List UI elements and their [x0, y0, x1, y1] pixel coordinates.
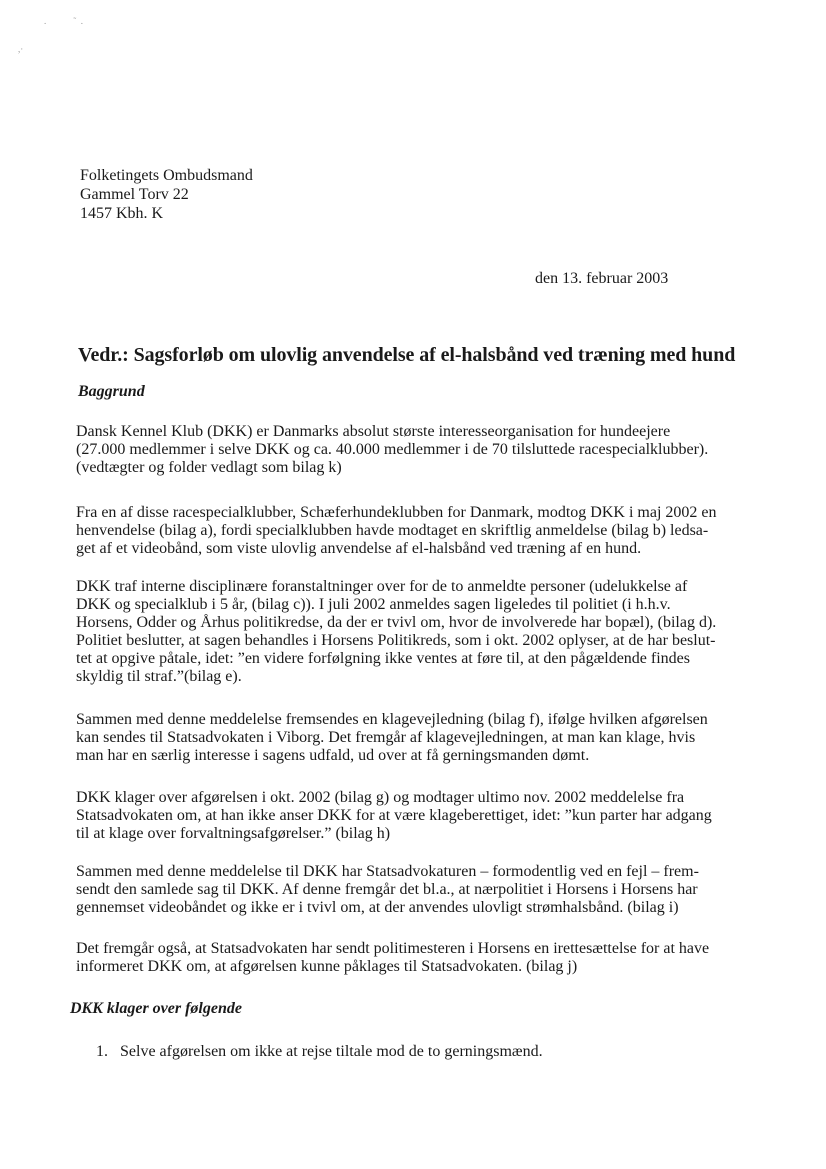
scan-specks: . ˜ . ,· [18, 16, 83, 54]
paragraph [76, 711, 756, 765]
paragraph-line: gennemset videobåndet og ikke er i tvivl om, at der anvendes ulovligt strømhalsbånd. (bilag i) [76, 899, 679, 916]
paragraph-line: Sammen med denne meddelelse fremsendes en klagevejledning (bilag f), ifølge hvilken afgørelsen [76, 711, 708, 728]
paragraph-line: til at klage over forvaltningsafgørelser.” (bilag h) [76, 825, 391, 842]
paragraph [76, 940, 756, 976]
paragraph-line: informeret DKK om, at afgørelsen kunne påklages til Statsadvokaten. (bilag j) [76, 958, 578, 975]
list-item [96, 1043, 543, 1061]
list-item-number: 1. [96, 1043, 108, 1060]
recipient-line: Gammel Torv 22 [80, 186, 189, 203]
letter-date: den 13. februar 2003 [535, 270, 669, 287]
list-item-text: Selve afgørelsen om ikke at rejse tiltale mod de to gerningsmænd. [120, 1043, 543, 1060]
paragraph [76, 578, 756, 686]
paragraph-line: DKK traf interne disciplinære foranstaltninger over for de to anmeldte personer (udelukkelse af [76, 578, 688, 595]
paragraph-line: DKK klager over afgørelsen i okt. 2002 (bilag g) og modtager ultimo nov. 2002 meddelelse fra [76, 789, 685, 806]
paragraph [76, 423, 756, 477]
paragraph-line: henvendelse (bilag a), fordi specialklubben havde modtaget en skriftlig anmeldelse (bilag b) ledsa- [76, 522, 709, 539]
paragraph-line: Sammen med denne meddelelse til DKK har Statsadvokaturen – formodentlig ved en fejl – frem- [76, 863, 699, 880]
paragraph-line: kan sendes til Statsadvokaten i Viborg. Det fremgår af klagevejledningen, at man kan klage, hvis [76, 729, 696, 746]
paragraph-line: man har en særlig interesse i sagens udfald, ud over at få gerningsmanden dømt. [76, 747, 590, 764]
paragraph-line: Politiet beslutter, at sagen behandles i Horsens Politikreds, som i okt. 2002 oplyser, at de har beslut- [76, 632, 716, 649]
paragraph-line: Horsens, Odder og Århus politikredse, da der er tvivl om, hvor de involverede har bopæl), (bilag d). [76, 614, 717, 631]
section-heading-complaints: DKK klager over følgende [70, 1000, 242, 1017]
paragraph-line: get af et videobånd, som viste ulovlig anvendelse af el-halsbånd ved træning af en hund. [76, 540, 642, 557]
paragraph-line: sendt den samlede sag til DKK. Af denne fremgår det bl.a., at nærpolitiet i Horsens i Horsens har [76, 881, 698, 898]
paragraph-line: (27.000 medlemmer i selve DKK og ca. 40.000 medlemmer i de 70 tilsluttede racespecialklubber). [76, 441, 709, 458]
paragraph-line: (vedtægter og folder vedlagt som bilag k) [76, 459, 342, 476]
section-heading-background: Baggrund [78, 383, 145, 400]
recipient-address [80, 166, 253, 223]
paragraph-line: tet at opgive påtale, idet: ”en videre forfølgning ikke ventes at føre til, at den pågældende findes [76, 650, 691, 667]
paragraph-line: Statsadvokaten om, at han ikke anser DKK for at være klageberettiget, idet: ”kun parter har adgang [76, 807, 712, 824]
recipient-line: 1457 Kbh. K [80, 205, 164, 222]
paragraph [76, 789, 756, 843]
paragraph-line: Det fremgår også, at Statsadvokaten har sendt politimesteren i Horsens en irettesættelse for at have [76, 940, 710, 957]
paragraph [76, 504, 756, 558]
paragraph [76, 863, 756, 917]
paragraph-line: Fra en af disse racespecialklubber, Schæferhundeklubben for Danmark, modtog DKK i maj 2002 en [76, 504, 717, 521]
paragraph-line: DKK og specialklub i 5 år, (bilag c)). I juli 2002 anmeldes sagen ligeledes til politiet (i h.h.v. [76, 596, 671, 613]
paragraph-line: Dansk Kennel Klub (DKK) er Danmarks absolut største interesseorganisation for hundeejere [76, 423, 671, 440]
recipient-line: Folketingets Ombudsmand [80, 167, 253, 184]
paragraph-line: skyldig til straf.”(bilag e). [76, 668, 242, 685]
letter-subject: Vedr.: Sagsforløb om ulovlig anvendelse af el-halsbånd ved træning med hund [78, 344, 736, 366]
